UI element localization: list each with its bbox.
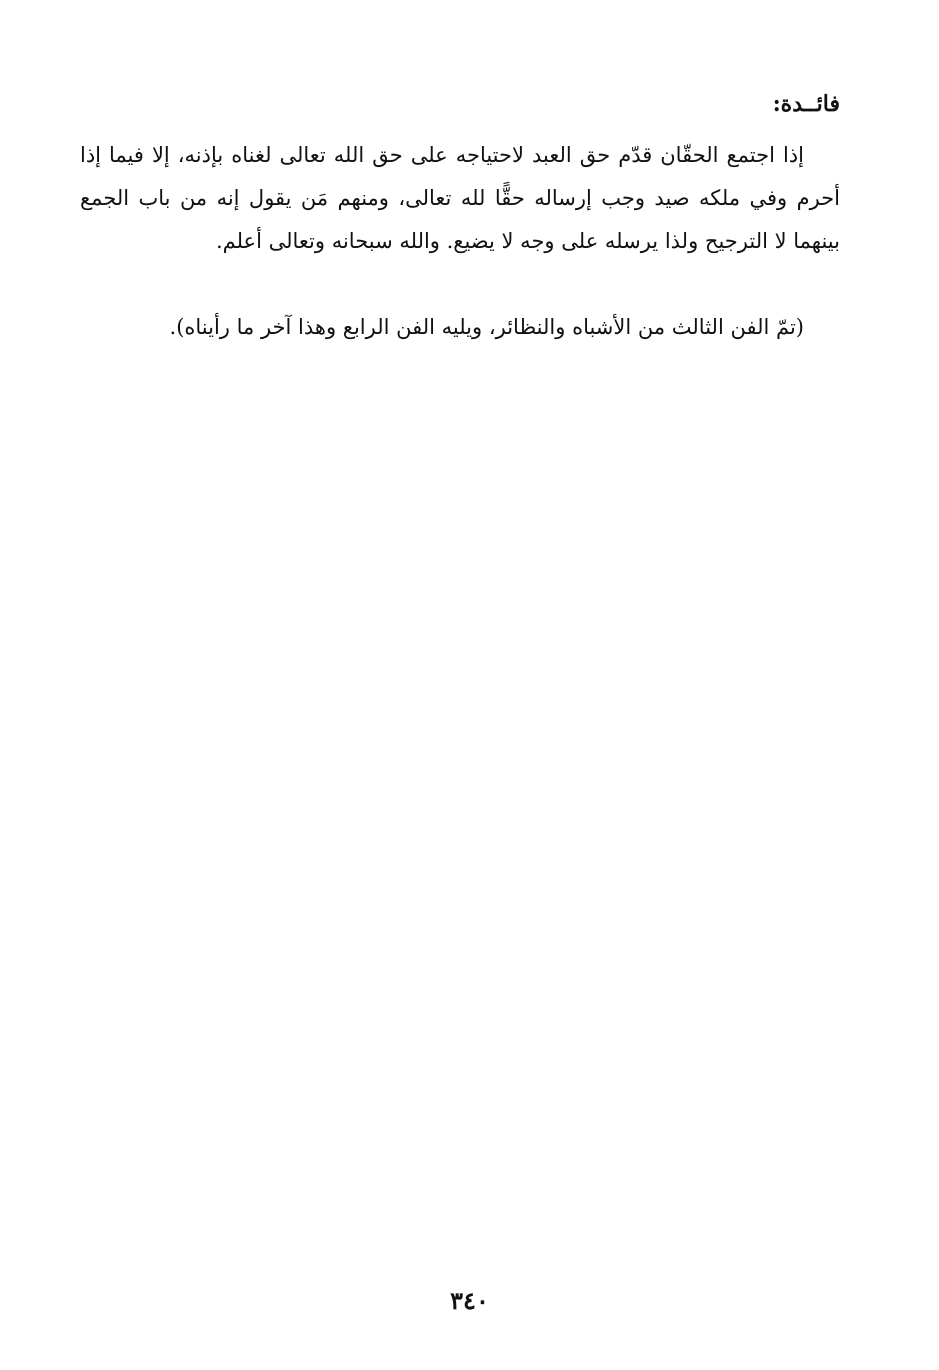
- body-paragraph: إذا اجتمع الحقّان قدّم حق العبد لاحتياجه على حق الله تعالى لغناه بإذنه، إلا فيما إذا أحرم وفي ملكه صيد وجب إرساله حقًّا لله تعالى، ومنهم مَن يقول إنه من باب الجمع بينهما لا الترجيح ولذا يرسله على وجه لا يضيع. والله سبحانه وتعالى أعلم.: [80, 143, 840, 253]
- closing-note: (تمّ الفن الثالث من الأشباه والنظائر، ويليه الفن الرابع وهذا آخر ما رأيناه).: [169, 315, 804, 339]
- section-heading: فائــدة:: [772, 91, 840, 117]
- page-number: ٣٤٠: [450, 1286, 489, 1315]
